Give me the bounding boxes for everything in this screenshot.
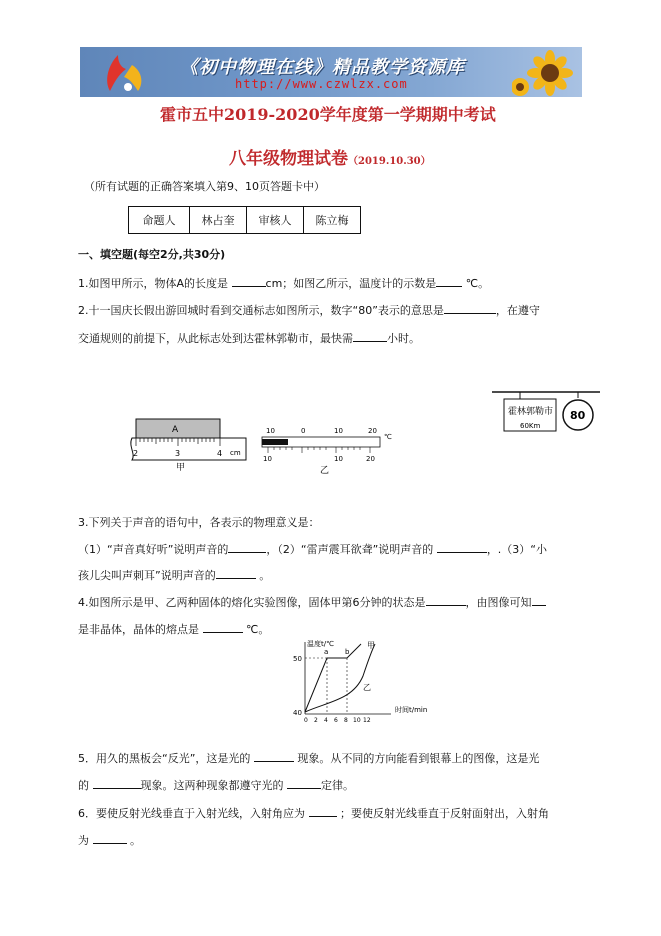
chart-xtick: 8 xyxy=(344,717,348,722)
ruler-figure xyxy=(128,414,250,472)
question-5-line2: 的 现象。这两种现象都遵守光的 定律。 xyxy=(78,779,354,792)
sign-city: 霍林郭勒市 xyxy=(508,407,554,417)
author-label: 命题人 xyxy=(129,207,190,234)
question-6-line2: 为 。 xyxy=(78,834,141,847)
school-exam-line: 霍市五中2019-2020学年度第一学期期中考试 xyxy=(160,105,496,124)
ruler-tick-2: 2 xyxy=(133,449,139,458)
answer-blank xyxy=(203,621,243,633)
question-3-line2: （1）“声音真好听”说明声音的 ，（2）“雷声震耳欲聋”说明声音的 ，.（3）“小 xyxy=(78,543,548,556)
thermo-ticks xyxy=(268,447,370,453)
author-table xyxy=(128,206,361,234)
thermo-label: 20 xyxy=(368,427,377,435)
traffic-sign-figure xyxy=(490,388,602,438)
answer-blank xyxy=(444,302,496,314)
thermo-bottom-label: 20 xyxy=(366,455,375,463)
answer-blank xyxy=(436,275,462,287)
answer-blank xyxy=(232,275,266,287)
answer-blank xyxy=(287,777,321,789)
answer-blank xyxy=(353,330,387,342)
sunflower-image xyxy=(512,47,582,97)
chart-xtick: 2 xyxy=(314,717,318,722)
banner-url: http://www.czwlzx.com xyxy=(235,77,408,91)
chart-xtick: 6 xyxy=(334,717,338,722)
reviewer-name: 陈立梅 xyxy=(304,207,361,234)
question-5: 5．用久的黑板会“反光”，这是光的 现象。从不同的方向能看到银幕上的图像，这是光 xyxy=(78,752,540,765)
thermo-liquid xyxy=(262,439,288,445)
exam-title-line xyxy=(229,144,431,169)
series-jia-label: 甲 xyxy=(367,641,375,650)
question-1: 1.如图甲所示，物体A的长度是 cm；如图乙所示，温度计的示数是 ℃。 xyxy=(78,277,490,290)
question-4-line2: 是非晶体，晶体的熔点是 ℃。 xyxy=(78,623,270,636)
chart-xtick: 0 xyxy=(304,717,308,722)
sign-distance: 60Km xyxy=(520,422,541,430)
answer-blank xyxy=(228,541,266,553)
question-3: 3.下列关于声音的语句中，各表示的物理意义是： xyxy=(78,516,320,529)
figure-caption-yi: 乙 xyxy=(320,466,330,475)
chart-xtick: 10 xyxy=(353,717,361,722)
thermo-label: 10 xyxy=(266,427,275,435)
speed-limit-value: 80 xyxy=(570,409,586,422)
chart-xtick: 12 xyxy=(363,717,371,722)
object-a-label: A xyxy=(172,425,179,435)
question-3-line3: 孩儿尖叫声刺耳”说明声音的 。 xyxy=(78,569,271,582)
point-b-label: b xyxy=(345,648,350,656)
answer-blank xyxy=(426,594,466,606)
thermo-label: 0 xyxy=(301,427,306,435)
question-6: 6．要使反射光线垂直于入射光线，入射角应为 ；要使反射光线垂直于反射面射出，入射角 xyxy=(78,807,549,820)
question-2-line2: 交通规则的前提下，从此标志处到达霍林郭勒市，最快需 小时。 xyxy=(78,332,420,345)
answer-blank xyxy=(437,541,487,553)
ruler-tick-4: 4 xyxy=(217,449,223,458)
reviewer-label: 审核人 xyxy=(247,207,304,234)
question-4: 4.如图所示是甲、乙两种固体的熔化实验图像，固体甲第6分钟的状态是 ，由图像可知 xyxy=(78,594,546,610)
answer-blank xyxy=(93,832,127,844)
banner-logo xyxy=(80,47,170,97)
thermo-unit: ℃ xyxy=(384,433,392,441)
thermometer-figure xyxy=(258,423,398,475)
series-yi-line xyxy=(305,644,375,712)
chart-ytick: 40 xyxy=(293,709,302,717)
series-yi-label: 乙 xyxy=(363,683,371,692)
ruler-unit: cm xyxy=(230,449,241,457)
answer-blank xyxy=(216,567,256,579)
answer-blank xyxy=(532,594,546,606)
exam-title: 八年级物理试卷 xyxy=(229,149,348,169)
answer-blank xyxy=(309,805,337,817)
header-banner xyxy=(80,47,582,97)
ruler-tick-3: 3 xyxy=(175,449,181,458)
exam-date: （2019.10.30） xyxy=(348,156,431,167)
author-name: 林占奎 xyxy=(190,207,247,234)
melting-chart xyxy=(287,636,447,722)
instruction-text: （所有试题的正确答案填入第9、10页答题卡中） xyxy=(84,180,325,193)
thermo-bottom-label: 10 xyxy=(263,455,272,463)
figure-caption-jia: 甲 xyxy=(176,463,186,472)
thermo-bottom-label: 10 xyxy=(334,455,343,463)
chart-ylabel: 温度t/℃ xyxy=(307,640,334,648)
chart-xlabel: 时间t/min xyxy=(395,706,428,714)
question-2: 2.十一国庆长假出游回城时看到交通标志如图所示，数字“80”表示的意思是 ，在遵守 xyxy=(78,304,540,317)
chart-xtick: 4 xyxy=(324,717,328,722)
thermo-label: 10 xyxy=(334,427,343,435)
answer-blank xyxy=(254,750,294,762)
banner-title: 《初中物理在线》精品教学资源库 xyxy=(180,57,465,78)
point-a-label: a xyxy=(324,648,329,656)
answer-blank xyxy=(93,777,141,789)
section-title: 一、填空题(每空2分,共30分) xyxy=(78,248,226,261)
chart-ytick: 50 xyxy=(293,655,302,663)
